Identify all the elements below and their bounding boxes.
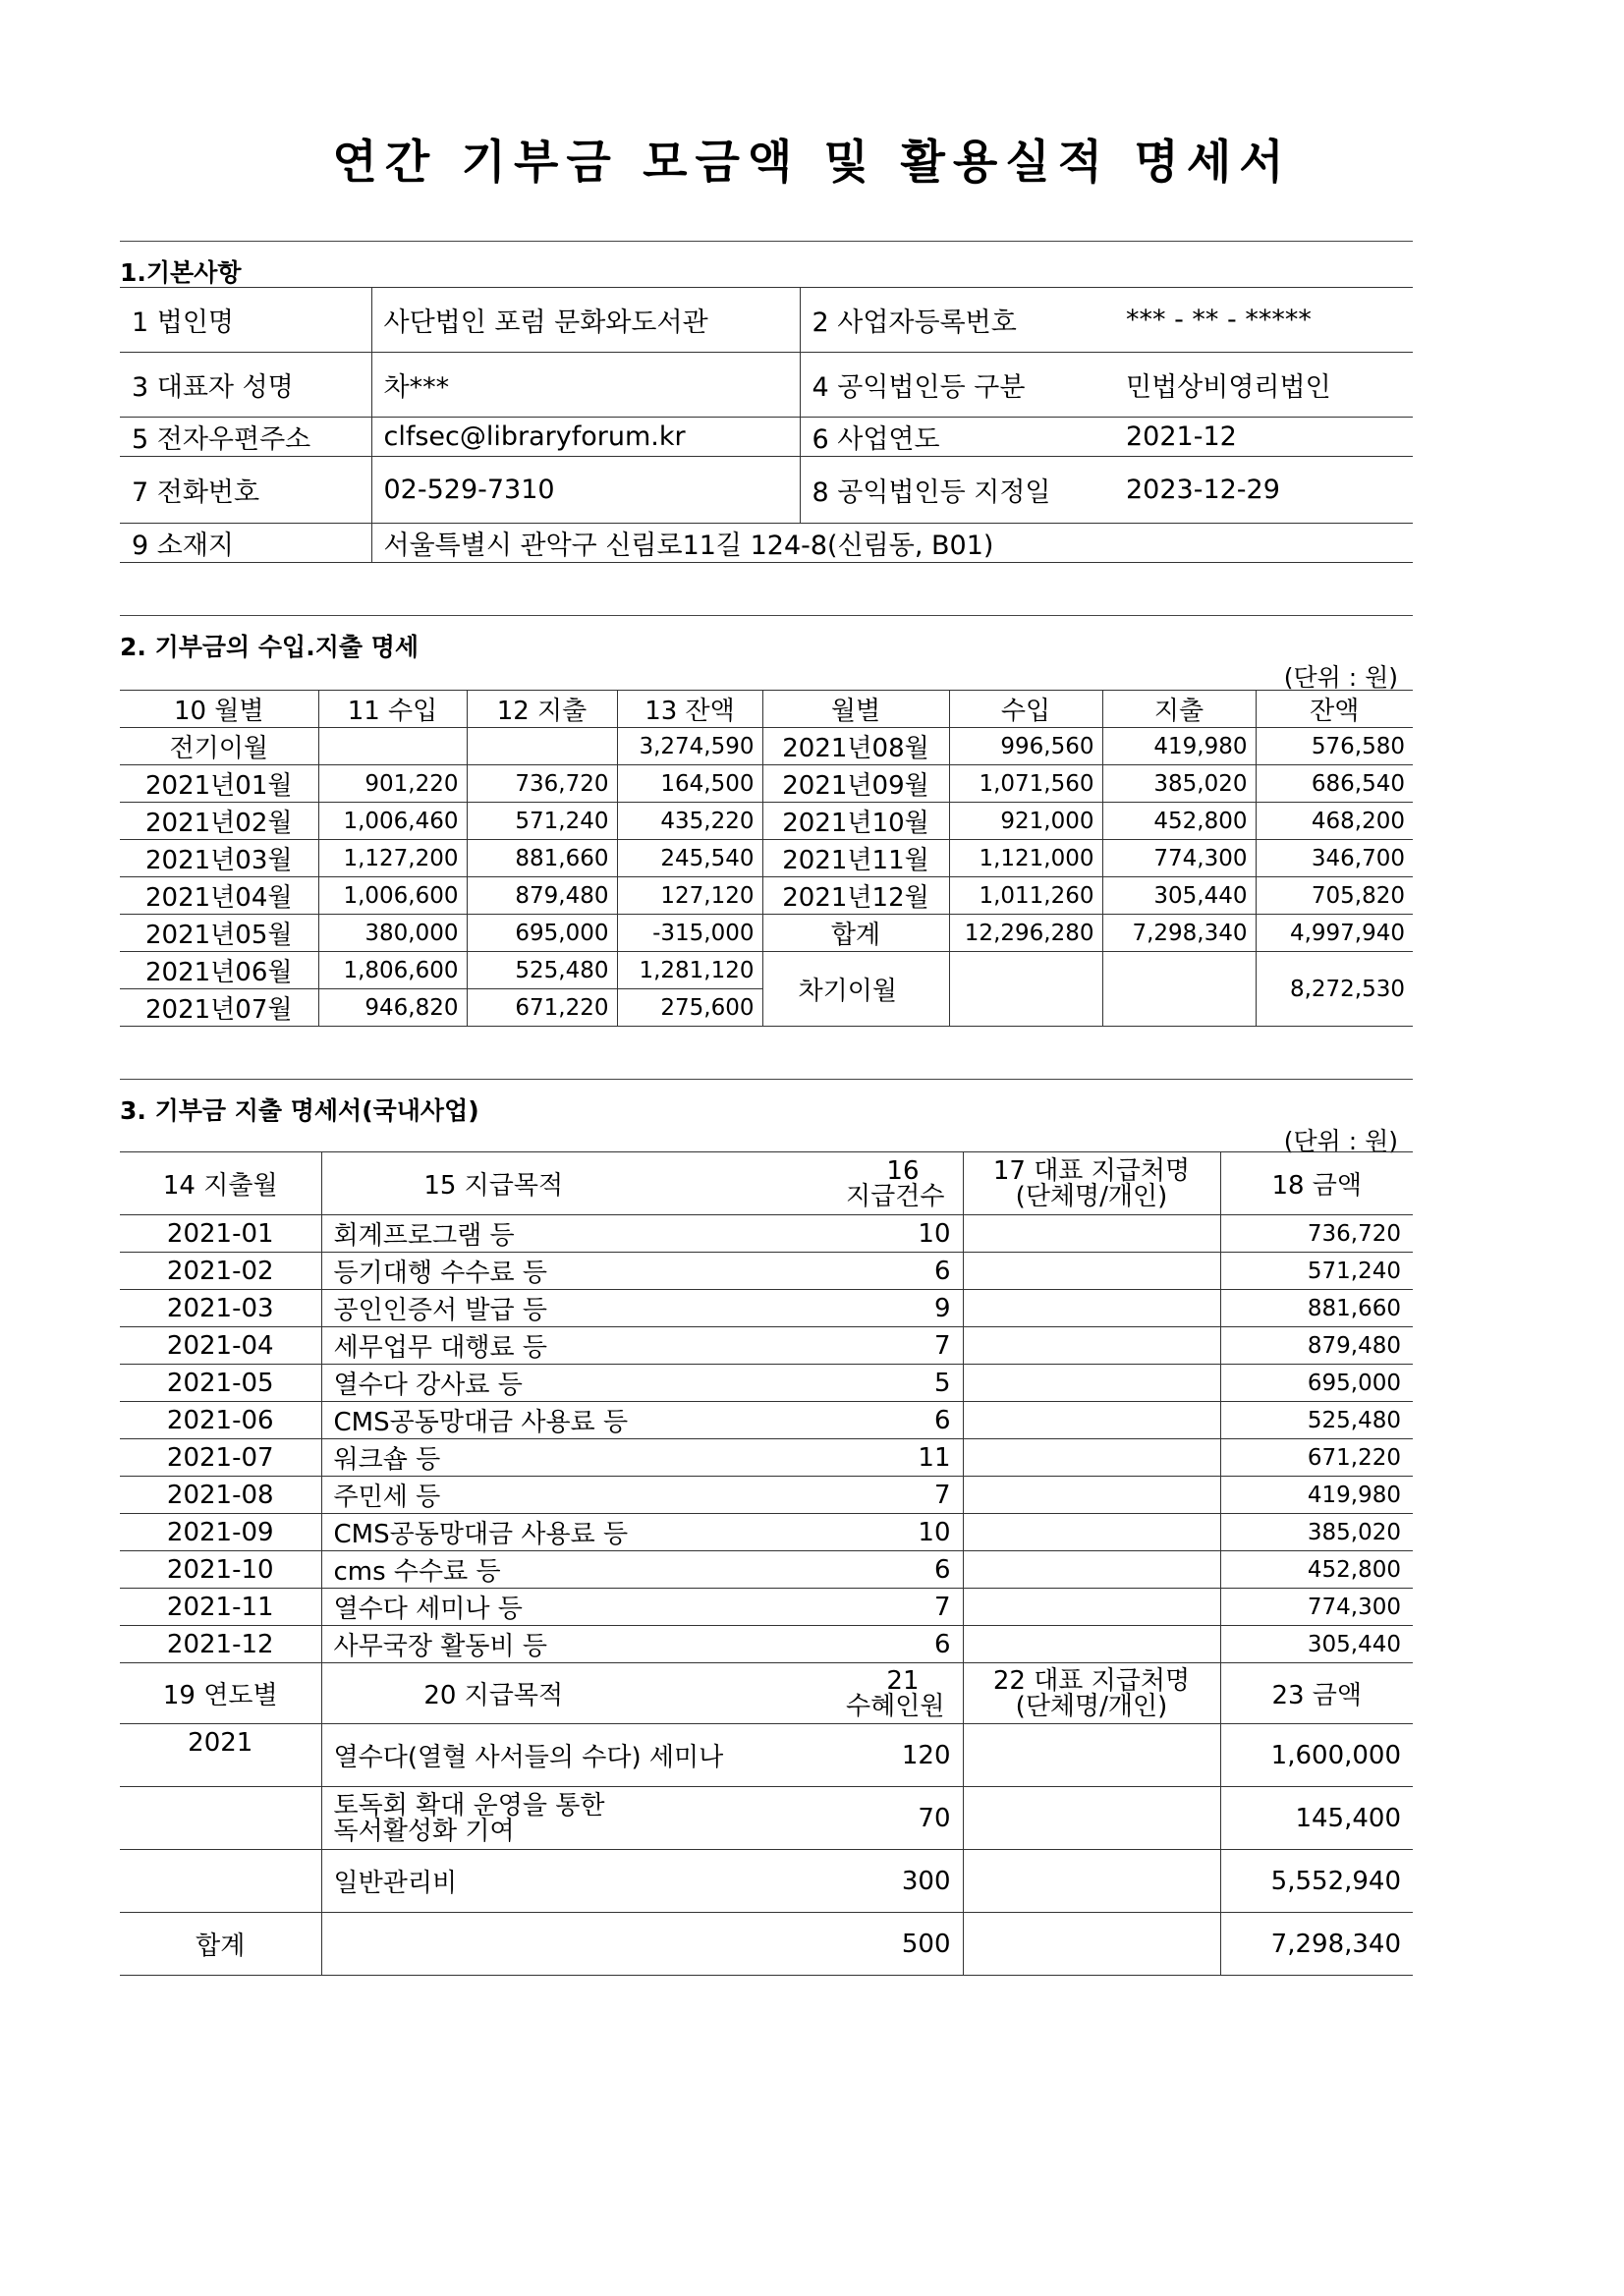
balance-cell: 435,220 — [617, 803, 762, 840]
month-cell: 2021-05 — [120, 1365, 321, 1402]
month-cell: 2021년08월 — [762, 728, 949, 765]
balance-cell: 127,120 — [617, 877, 762, 915]
balance-cell: 245,540 — [617, 840, 762, 877]
month-cell: 2021년09월 — [762, 765, 949, 803]
amount-cell: 774,300 — [1220, 1589, 1413, 1626]
purpose-cell: 공인인증서 발급 등 — [321, 1290, 665, 1327]
yearly-row — [120, 1787, 1413, 1850]
month-cell: 2021-06 — [120, 1402, 321, 1439]
payee-cell — [963, 1402, 1220, 1439]
total-label: 합계 — [762, 915, 949, 952]
month-cell: 2021-03 — [120, 1290, 321, 1327]
header-cell — [665, 1152, 963, 1215]
payee-cell — [963, 1327, 1220, 1365]
count-cell: 6 — [665, 1253, 963, 1290]
purpose-line: 토독회 확대 운영을 통한 — [333, 1790, 605, 1820]
basic-heading: 1.기본사항 — [120, 241, 1413, 285]
payee-cell — [963, 1626, 1220, 1663]
expense-row — [120, 1514, 1413, 1551]
purpose-cell: 워크숍 등 — [321, 1439, 665, 1477]
expense-row — [120, 1402, 1413, 1439]
expense-row — [120, 1290, 1413, 1327]
count-cell: 11 — [665, 1439, 963, 1477]
payee-cell — [963, 1589, 1220, 1626]
value: clfsec@libraryforum.kr — [371, 418, 800, 457]
expense-cell: 385,020 — [1102, 765, 1256, 803]
year-cell — [120, 1787, 321, 1850]
amount-cell: 305,440 — [1220, 1626, 1413, 1663]
header-line: 22 대표 지급처명 — [992, 1665, 1191, 1696]
total-label: 합계 — [120, 1913, 321, 1976]
purpose-cell: 열수다(열혈 사서들의 수다) 세미나 — [321, 1724, 665, 1787]
balance-cell: 1,281,120 — [617, 952, 762, 989]
purpose-cell: 사무국장 활동비 등 — [321, 1626, 665, 1663]
header-cell: 23 금액 — [1220, 1663, 1413, 1724]
month-cell: 2021-02 — [120, 1253, 321, 1290]
header-cell: 14 지출월 — [120, 1152, 321, 1215]
count-cell: 7 — [665, 1477, 963, 1514]
carry-over-empty — [1102, 952, 1256, 1027]
expense-row — [120, 1253, 1413, 1290]
payee-cell — [963, 1290, 1220, 1327]
header-cell: 수입 — [949, 691, 1102, 728]
count-cell: 7 — [665, 1589, 963, 1626]
expense-row — [120, 1327, 1413, 1365]
balance-cell: 164,500 — [617, 765, 762, 803]
month-cell: 2021-09 — [120, 1514, 321, 1551]
income-table — [120, 690, 1413, 1027]
count-cell: 6 — [665, 1626, 963, 1663]
carry-over-label: 차기이월 — [762, 952, 949, 1027]
income-cell: 946,820 — [318, 989, 467, 1027]
income-row — [120, 803, 1413, 840]
income-row — [120, 952, 1413, 989]
label: 9 소재지 — [120, 524, 371, 563]
header-line: (단체명/개인) — [1015, 1181, 1168, 1211]
header-cell: 12 지출 — [467, 691, 617, 728]
expense-row — [120, 1215, 1413, 1253]
month-cell: 2021년04월 — [120, 877, 318, 915]
value: 민법상비영리법인 — [1114, 353, 1413, 418]
amount-cell: 385,020 — [1220, 1514, 1413, 1551]
header-cell: 지출 — [1102, 691, 1256, 728]
yearly-row — [120, 1724, 1413, 1787]
income-cell: 921,000 — [949, 803, 1102, 840]
expense-cell: 452,800 — [1102, 803, 1256, 840]
income-row — [120, 765, 1413, 803]
amount-cell: 452,800 — [1220, 1551, 1413, 1589]
expense-unit: (단위 : 원) — [1283, 1127, 1398, 1155]
header-line: 지급건수 — [846, 1181, 945, 1211]
payee-cell — [963, 1913, 1220, 1976]
amount-cell: 145,400 — [1220, 1787, 1413, 1850]
expense-row — [120, 1589, 1413, 1626]
income-cell: 901,220 — [318, 765, 467, 803]
month-cell: 2021년03월 — [120, 840, 318, 877]
count-cell: 7 — [665, 1327, 963, 1365]
header-cell: 월별 — [762, 691, 949, 728]
purpose-cell: 주민세 등 — [321, 1477, 665, 1514]
payee-cell — [963, 1787, 1220, 1850]
amount-cell: 525,480 — [1220, 1402, 1413, 1439]
expense-row — [120, 1439, 1413, 1477]
purpose-cell: 등기대행 수수료 등 — [321, 1253, 665, 1290]
balance-cell: 686,540 — [1256, 765, 1413, 803]
people-cell: 70 — [665, 1787, 963, 1850]
address-value: 서울특별시 관악구 신림로11길 124-8(신림동, B01) — [371, 524, 1413, 563]
header-cell: 13 잔액 — [617, 691, 762, 728]
month-cell: 2021년06월 — [120, 952, 318, 989]
month-cell: 2021년01월 — [120, 765, 318, 803]
month-cell: 2021-07 — [120, 1439, 321, 1477]
income-cell: 1,121,000 — [949, 840, 1102, 877]
yearly-row — [120, 1850, 1413, 1913]
amount-cell: 881,660 — [1220, 1290, 1413, 1327]
expense-cell: 571,240 — [467, 803, 617, 840]
expense-row — [120, 1477, 1413, 1514]
expense-cell: 525,480 — [467, 952, 617, 989]
purpose-cell — [321, 1913, 665, 1976]
amount-cell: 671,220 — [1220, 1439, 1413, 1477]
income-row — [120, 728, 1413, 765]
expense-cell: 695,000 — [467, 915, 617, 952]
income-cell: 996,560 — [949, 728, 1102, 765]
amount-cell: 5,552,940 — [1220, 1850, 1413, 1913]
header-line: 17 대표 지급처명 — [992, 1155, 1191, 1186]
balance-cell: 468,200 — [1256, 803, 1413, 840]
month-cell: 2021-10 — [120, 1551, 321, 1589]
purpose-cell: CMS공동망대금 사용료 등 — [321, 1514, 665, 1551]
amount-cell: 1,600,000 — [1220, 1724, 1413, 1787]
label: 3 대표자 성명 — [120, 353, 371, 418]
purpose-cell: 일반관리비 — [321, 1850, 665, 1913]
basic-row — [120, 418, 1413, 457]
income-unit: (단위 : 원) — [1283, 663, 1398, 692]
month-cell: 2021년07월 — [120, 989, 318, 1027]
amount-cell: 736,720 — [1220, 1215, 1413, 1253]
yearly-header-row — [120, 1663, 1413, 1724]
purpose-cell: 세무업무 대행료 등 — [321, 1327, 665, 1365]
label: 5 전자우편주소 — [120, 418, 371, 457]
basic-info-table — [120, 287, 1413, 563]
total-balance: 4,997,940 — [1256, 915, 1413, 952]
purpose-cell: CMS공동망대금 사용료 등 — [321, 1402, 665, 1439]
purpose-cell: 열수다 세미나 등 — [321, 1589, 665, 1626]
label: 4 공익법인등 구분 — [800, 353, 1114, 418]
expense-cell: 305,440 — [1102, 877, 1256, 915]
expense-cell: 881,660 — [467, 840, 617, 877]
income-heading: 2. 기부금의 수입.지출 명세 — [120, 615, 1413, 667]
label: 6 사업연도 — [800, 418, 1114, 457]
total-people: 500 — [665, 1913, 963, 1976]
count-cell: 6 — [665, 1551, 963, 1589]
basic-row — [120, 524, 1413, 563]
income-cell: 1,071,560 — [949, 765, 1102, 803]
count-cell: 5 — [665, 1365, 963, 1402]
expense-cell — [467, 728, 617, 765]
carry-over-value: 8,272,530 — [1256, 952, 1413, 1027]
month-cell: 2021-08 — [120, 1477, 321, 1514]
basic-row — [120, 457, 1413, 524]
amount-cell: 419,980 — [1220, 1477, 1413, 1514]
label: 1 법인명 — [120, 288, 371, 353]
header-cell: 18 금액 — [1220, 1152, 1413, 1215]
expense-cell: 774,300 — [1102, 840, 1256, 877]
month-cell: 2021-12 — [120, 1626, 321, 1663]
month-cell: 2021-01 — [120, 1215, 321, 1253]
payee-cell — [963, 1850, 1220, 1913]
month-cell: 2021-11 — [120, 1589, 321, 1626]
amount-cell: 879,480 — [1220, 1327, 1413, 1365]
income-row — [120, 877, 1413, 915]
expense-header-row — [120, 1152, 1413, 1215]
expense-cell: 879,480 — [467, 877, 617, 915]
expense-cell: 419,980 — [1102, 728, 1256, 765]
year-cell — [120, 1850, 321, 1913]
balance-cell: 3,274,590 — [617, 728, 762, 765]
value: 2023-12-29 — [1114, 457, 1413, 524]
people-cell: 300 — [665, 1850, 963, 1913]
income-cell: 380,000 — [318, 915, 467, 952]
month-cell: 2021년10월 — [762, 803, 949, 840]
balance-cell: 705,820 — [1256, 877, 1413, 915]
purpose-cell: 회계프로그램 등 — [321, 1215, 665, 1253]
payee-cell — [963, 1551, 1220, 1589]
income-header-row — [120, 691, 1413, 728]
header-cell: 11 수입 — [318, 691, 467, 728]
payee-cell — [963, 1477, 1220, 1514]
expense-heading: 3. 기부금 지출 명세서(국내사업) — [120, 1079, 1413, 1131]
purpose-cell: cms 수수료 등 — [321, 1551, 665, 1589]
income-cell: 1,127,200 — [318, 840, 467, 877]
count-cell: 9 — [665, 1290, 963, 1327]
basic-row — [120, 288, 1413, 353]
income-row — [120, 840, 1413, 877]
month-cell: 2021년02월 — [120, 803, 318, 840]
total-income: 12,296,280 — [949, 915, 1102, 952]
month-cell: 2021-04 — [120, 1327, 321, 1365]
month-cell: 전기이월 — [120, 728, 318, 765]
people-cell: 120 — [665, 1724, 963, 1787]
total-row — [120, 1913, 1413, 1976]
count-cell: 10 — [665, 1514, 963, 1551]
header-cell: 잔액 — [1256, 691, 1413, 728]
month-cell: 2021년12월 — [762, 877, 949, 915]
label: 8 공익법인등 지정일 — [800, 457, 1114, 524]
income-cell: 1,806,600 — [318, 952, 467, 989]
header-cell — [963, 1663, 1220, 1724]
header-cell: 19 연도별 — [120, 1663, 321, 1724]
income-cell — [318, 728, 467, 765]
year-cell: 2021 — [120, 1724, 321, 1787]
header-line: 수혜인원 — [846, 1691, 945, 1721]
month-cell: 2021년11월 — [762, 840, 949, 877]
count-cell: 10 — [665, 1215, 963, 1253]
label: 7 전화번호 — [120, 457, 371, 524]
balance-cell: 346,700 — [1256, 840, 1413, 877]
balance-cell: 576,580 — [1256, 728, 1413, 765]
purpose-cell — [321, 1787, 665, 1850]
basic-row — [120, 353, 1413, 418]
label: 2 사업자등록번호 — [800, 288, 1114, 353]
balance-cell: -315,000 — [617, 915, 762, 952]
month-cell: 2021년05월 — [120, 915, 318, 952]
count-cell: 6 — [665, 1402, 963, 1439]
payee-cell — [963, 1514, 1220, 1551]
amount-cell: 571,240 — [1220, 1253, 1413, 1290]
payee-cell — [963, 1365, 1220, 1402]
income-cell: 1,011,260 — [949, 877, 1102, 915]
balance-cell: 275,600 — [617, 989, 762, 1027]
income-row — [120, 915, 1413, 952]
value: 사단법인 포럼 문화와도서관 — [371, 288, 800, 353]
value: *** - ** - ***** — [1114, 288, 1413, 353]
header-cell — [665, 1663, 963, 1724]
value: 차*** — [371, 353, 800, 418]
total-amount: 7,298,340 — [1220, 1913, 1413, 1976]
income-cell: 1,006,460 — [318, 803, 467, 840]
amount-cell: 695,000 — [1220, 1365, 1413, 1402]
payee-cell — [963, 1724, 1220, 1787]
payee-cell — [963, 1439, 1220, 1477]
header-cell — [963, 1152, 1220, 1215]
header-cell: 15 지급목적 — [321, 1152, 665, 1215]
expense-row — [120, 1365, 1413, 1402]
payee-cell — [963, 1215, 1220, 1253]
header-cell: 20 지급목적 — [321, 1663, 665, 1724]
carry-over-empty — [949, 952, 1102, 1027]
header-line: 16 — [886, 1155, 920, 1186]
value: 2021-12 — [1114, 418, 1413, 457]
header-cell: 10 월별 — [120, 691, 318, 728]
expense-row — [120, 1626, 1413, 1663]
payee-cell — [963, 1253, 1220, 1290]
income-cell: 1,006,600 — [318, 877, 467, 915]
expense-cell: 736,720 — [467, 765, 617, 803]
total-expense: 7,298,340 — [1102, 915, 1256, 952]
expense-row — [120, 1551, 1413, 1589]
header-line: (단체명/개인) — [1015, 1691, 1168, 1721]
page-title: 연간 기부금 모금액 및 활용실적 명세서 — [332, 136, 1292, 190]
expense-cell: 671,220 — [467, 989, 617, 1027]
expense-table — [120, 1151, 1413, 1976]
purpose-cell: 열수다 강사료 등 — [321, 1365, 665, 1402]
purpose-line: 독서활성화 기여 — [333, 1816, 515, 1846]
header-line: 21 — [886, 1665, 920, 1696]
value: 02-529-7310 — [371, 457, 800, 524]
